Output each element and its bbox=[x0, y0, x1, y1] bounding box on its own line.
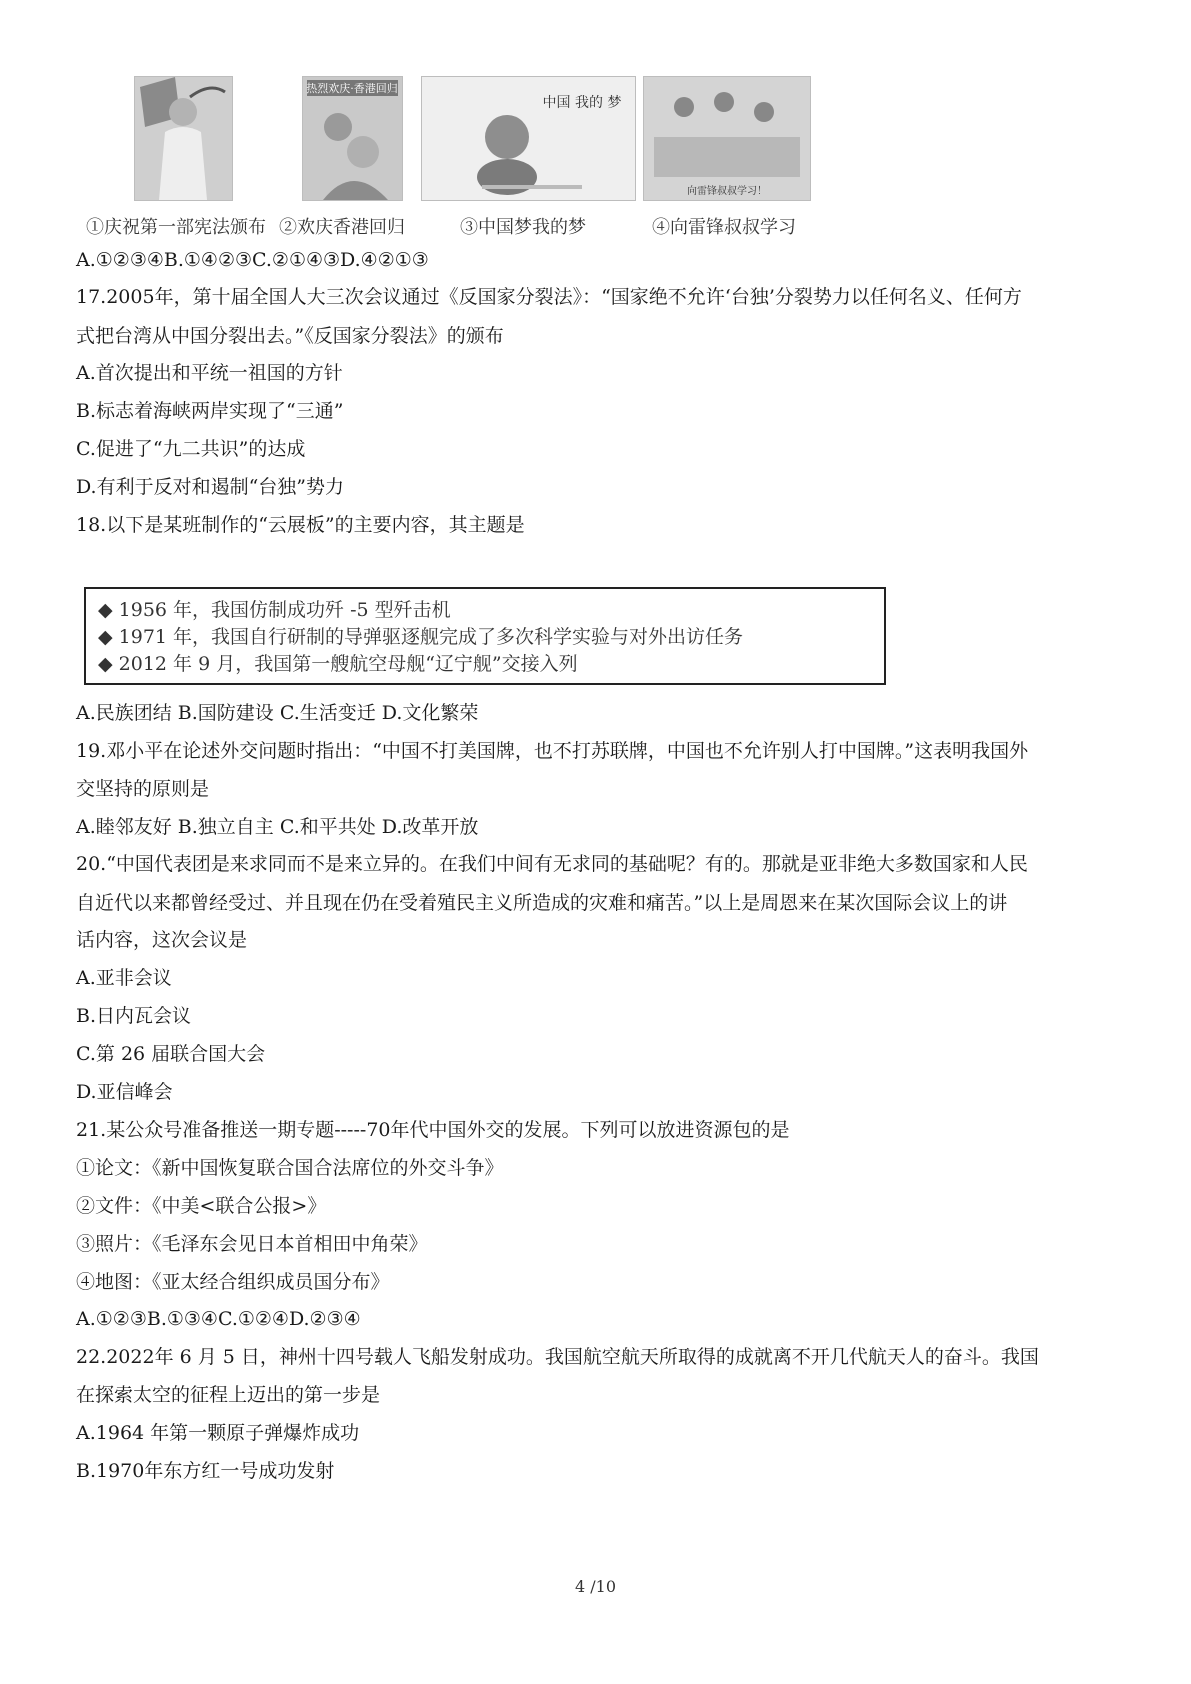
q22-option-b: B.1970年东方红一号成功发射 bbox=[76, 1460, 335, 1482]
q17-option-d: D.有利于反对和遏制“台独”势力 bbox=[76, 476, 345, 498]
q17-option-c: C.促进了“九二共识”的达成 bbox=[76, 438, 306, 460]
q20-stem-line1: 20.“中国代表团是来求同而不是来立异的。在我们中间有无求同的基础呢？有的。那就是亚非绝大多数国家和人民 bbox=[76, 853, 1028, 875]
q20-option-c: C.第 26 届联合国大会 bbox=[76, 1043, 266, 1065]
q22-stem-line2: 在探索太空的征程上迈出的第一步是 bbox=[76, 1384, 381, 1406]
poster-woman-flag-icon bbox=[135, 77, 232, 200]
q20-stem-line2: 自近代以来都曾经受过、并且现在仍在受着殖民主义所造成的灾难和痛苦。”以上是周恩来在某次国际会议上的讲 bbox=[76, 892, 1008, 914]
poster-hongkong-title: 热烈欢庆·香港回归 bbox=[306, 82, 398, 95]
q21-options: A.①②③B.①③④C.①②④D.②③④ bbox=[76, 1308, 361, 1330]
board-item-2: ◆ 1971 年，我国自行研制的导弹驱逐舰完成了多次科学实验与对外出访任务 bbox=[98, 626, 744, 648]
caption-3: ③中国梦我的梦 bbox=[460, 217, 586, 238]
q21-item-4: ④地图：《亚太经合组织成员国分布》 bbox=[76, 1271, 390, 1293]
q17-option-b: B.标志着海峡两岸实现了“三通” bbox=[76, 400, 344, 422]
q21-item-2: ②文件：《中美<联合公报>》 bbox=[76, 1195, 327, 1217]
q20-stem-line3: 话内容，这次会议是 bbox=[76, 929, 248, 951]
q21-item-3: ③照片：《毛泽东会见日本首相田中角荣》 bbox=[76, 1233, 428, 1255]
q19-options: A.睦邻友好 B.独立自主 C.和平共处 D.改革开放 bbox=[76, 816, 479, 838]
poster-hongkong-image bbox=[302, 76, 403, 201]
caption-4: ④向雷锋叔叔学习 bbox=[652, 217, 796, 238]
poster-hongkong-return-icon bbox=[303, 77, 402, 200]
cloud-exhibition-board bbox=[84, 587, 886, 685]
q18-stem: 18.以下是某班制作的“云展板”的主要内容，其主题是 bbox=[76, 514, 525, 536]
board-item-1: ◆ 1956 年，我国仿制成功歼 -5 型歼击机 bbox=[98, 599, 451, 621]
q18-options: A.民族团结 B.国防建设 C.生活变迁 D.文化繁荣 bbox=[76, 702, 479, 724]
poster-dream-title: 中国 我的 梦 bbox=[542, 95, 622, 111]
q22-stem-line1: 22.2022年 6 月 5 日，神州十四号载人飞船发射成功。我国航空航天所取得的成就离不开几代航天人的奋斗。我国 bbox=[76, 1346, 1039, 1368]
q17-stem-line2: 式把台湾从中国分裂出去。”《反国家分裂法》的颁布 bbox=[76, 325, 504, 347]
page-number: 4 /10 bbox=[574, 1577, 616, 1596]
q21-item-1: ①论文：《新中国恢复联合国合法席位的外交斗争》 bbox=[76, 1157, 504, 1179]
poster-dream-image bbox=[421, 76, 636, 201]
q17-option-a: A.首次提出和平统一祖国的方针 bbox=[76, 362, 343, 384]
q21-stem: 21.某公众号准备推送一期专题-----70年代中国外交的发展。下列可以放进资源包的是 bbox=[76, 1119, 790, 1141]
poster-lei-feng-icon bbox=[644, 77, 810, 200]
q20-option-b: B.日内瓦会议 bbox=[76, 1005, 192, 1027]
q20-option-a: A.亚非会议 bbox=[76, 967, 172, 989]
caption-1: ①庆祝第一部宪法颁布 bbox=[86, 217, 266, 238]
poster-leifeng-title: 向雷锋叔叔学习！ bbox=[687, 186, 767, 197]
poster-chinese-dream-icon bbox=[422, 77, 635, 200]
q20-option-d: D.亚信峰会 bbox=[76, 1081, 173, 1103]
q19-stem-line1: 19.邓小平在论述外交问题时指出：“中国不打美国牌，也不打苏联牌，中国也不允许别人打中国牌。”这表明我国外 bbox=[76, 740, 1029, 762]
q22-option-a: A.1964 年第一颗原子弹爆炸成功 bbox=[76, 1422, 360, 1444]
q16-options: A.①②③④B.①④②③C.②①④③D.④②①③ bbox=[76, 249, 429, 271]
board-item-3: ◆ 2012 年 9 月，我国第一艘航空母舰“辽宁舰”交接入列 bbox=[98, 653, 578, 675]
q19-stem-line2: 交坚持的原则是 bbox=[76, 778, 210, 800]
q17-stem-line1: 17.2005年，第十届全国人大三次会议通过《反国家分裂法》：“国家绝不允许‘台独’分裂势力以任何名义、任何方 bbox=[76, 286, 1022, 308]
poster-leifeng-image bbox=[643, 76, 811, 201]
caption-2: ②欢庆香港回归 bbox=[279, 217, 405, 238]
poster-constitution-image bbox=[134, 76, 233, 201]
